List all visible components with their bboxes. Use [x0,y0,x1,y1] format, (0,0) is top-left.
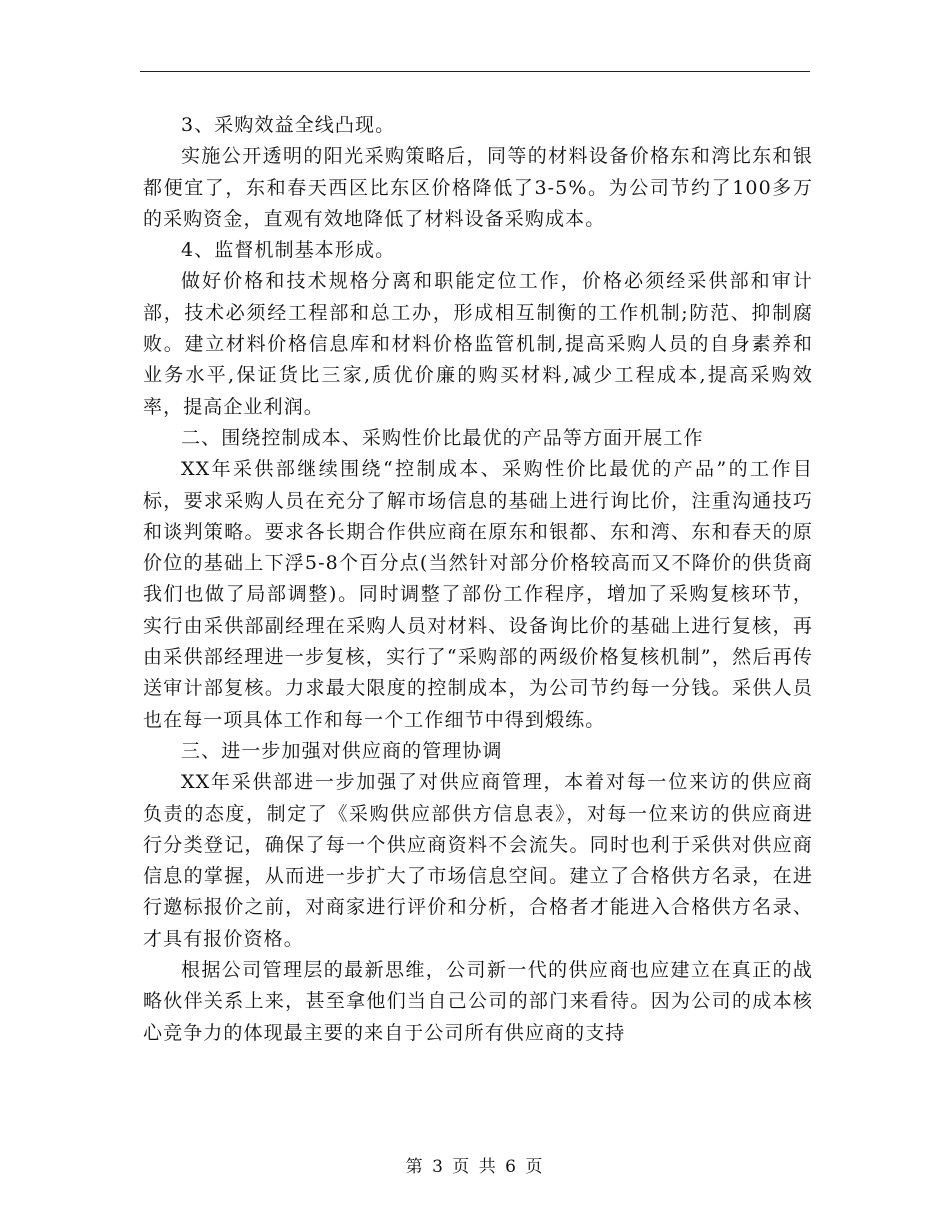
document-body [143,110,813,1049]
body-paragraph: 做好价格和技术规格分离和职能定位工作，价格必须经采供部和审计部，技术必须经工程部和总工办，形成相互制衡的工作机制;防范、抑制腐败。建立材料价格信息库和材料价格监管机制,提高采购人员的自身素养和业务水平,保证货比三家,质优价廉的购买材料,减少工程成本,提高采购效率，提高企业利润。 [143,270,813,418]
section-heading-two: 二、围绕控制成本、采购性价比最优的产品等方面开展工作 [181,426,704,449]
body-paragraph: XX年采供部进一步加强了对供应商管理，本着对每一位来访的供应商负责的态度，制定了《采购供应部供方信息表》，对每一位来访的供应商进行分类登记，确保了每一个供应商资料不会流失。同时也利于采供对供应商信息的掌握，从而进一步扩大了市场信息空间。建立了合格供方名录，在进行邀标报价之前，对商家进行评价和分析，合格者才能进入合格供方名录、才具有报价资格。 [143,771,813,950]
section-heading-4: 4、监督机制基本形成。 [181,239,396,262]
section-heading-three: 三、进一步加强对供应商的管理协调 [181,739,503,762]
header-rule [140,71,810,72]
body-paragraph: XX年采供部继续围绕“控制成本、采购性价比最优的产品”的工作目标，要求采购人员在充分了解市场信息的基础上进行询比价，注重沟通技巧和谈判策略。要求各长期合作供应商在原东和银都、东和湾、东和春天的原价位的基础上下浮5-8个百分点(当然针对部分价格较高而又不降价的供货商我们也做了局部调整)。同时调整了部份工作程序，增加了采购复核环节，实行由采供部副经理在采购人员对材料、设备询比价的基础上进行复核，再由采供部经理进一步复核，实行了“采购部的两级价格复核机制”，然后再传送审计部复核。力求最大限度的控制成本，为公司节约每一分钱。采供人员也在每一项具体工作和每一个工作细节中得到煅练。 [143,458,813,731]
body-paragraph: 实施公开透明的阳光采购策略后，同等的材料设备价格东和湾比东和银都便宜了，东和春天西区比东区价格降低了3-5%。为公司节约了100多万的采购资金，直观有效地降低了材料设备采购成本。 [143,145,813,230]
page-number-footer: 第 3 页 共 6 页 [405,1157,545,1177]
section-heading-3: 3、采购效益全线凸现。 [181,114,396,136]
body-paragraph: 根据公司管理层的最新思维，公司新一代的供应商也应建立在真正的战略伙伴关系上来，甚至拿他们当自己公司的部门来看待。因为公司的成本核心竞争力的体现最主要的来自于公司所有供应商的支持 [143,959,813,1044]
